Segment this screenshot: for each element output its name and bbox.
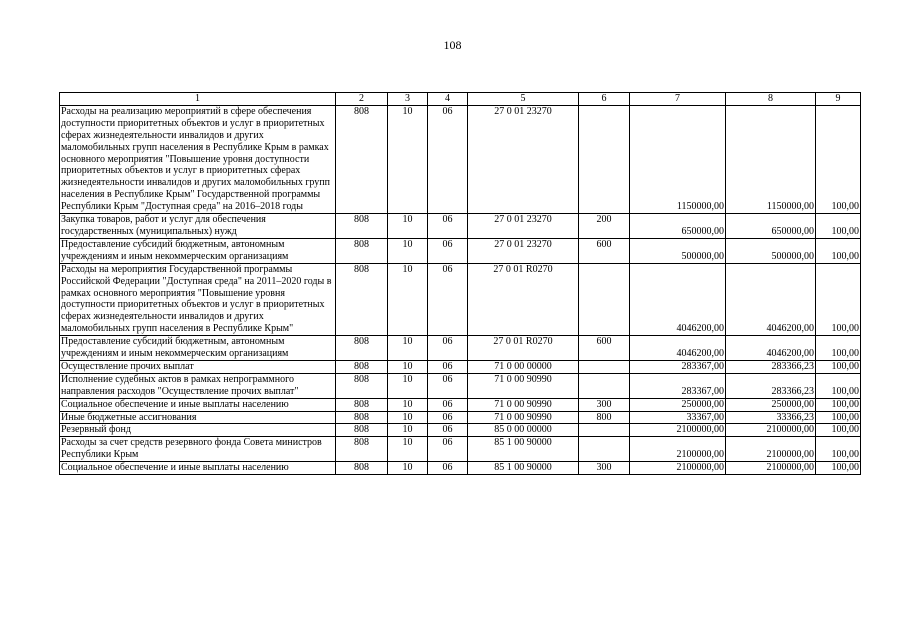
cell-col-6 — [579, 373, 630, 398]
cell-col-5: 27 0 01 R0270 — [468, 263, 579, 335]
cell-description: Социальное обеспечение и иные выплаты населению — [60, 462, 336, 475]
cell-col-3: 10 — [388, 336, 428, 361]
cell-col-2: 808 — [336, 238, 388, 263]
cell-col-6 — [579, 424, 630, 437]
cell-col-6 — [579, 105, 630, 213]
cell-col-8: 500000,00 — [726, 238, 816, 263]
cell-col-4: 06 — [428, 411, 468, 424]
cell-col-7: 283367,00 — [630, 373, 726, 398]
cell-col-6 — [579, 360, 630, 373]
cell-col-4: 06 — [428, 360, 468, 373]
cell-col-5: 27 0 01 23270 — [468, 105, 579, 213]
cell-col-4: 06 — [428, 373, 468, 398]
cell-col-9: 100,00 — [816, 373, 861, 398]
table-row — [60, 336, 861, 361]
cell-col-3: 10 — [388, 214, 428, 239]
cell-description: Расходы на мероприятия Государственной программы Российской Федерации "Доступная среда" на 2011–2020 годы в рамках основного мероприятия "Повышение уровня доступности приоритетных объектов и услуг в приоритетных сферах жизнедеятельности инвалидов и других маломобильных групп населения в Республике Крым" — [60, 263, 336, 335]
cell-col-4: 06 — [428, 398, 468, 411]
cell-col-9: 100,00 — [816, 336, 861, 361]
cell-col-3: 10 — [388, 360, 428, 373]
cell-col-8: 283366,23 — [726, 360, 816, 373]
cell-col-2: 808 — [336, 437, 388, 462]
cell-col-3: 10 — [388, 373, 428, 398]
column-header: 4 — [428, 93, 468, 106]
cell-col-7: 2100000,00 — [630, 424, 726, 437]
page-number: 108 — [443, 38, 462, 52]
column-header: 5 — [468, 93, 579, 106]
cell-description: Расходы на реализацию мероприятий в сфере обеспечения доступности приоритетных объектов и услуг в приоритетных сферах жизнедеятельности инвалидов и других маломобильных групп населения в Республике Крым в рамках основного мероприятия "Повышение уровня доступности приоритетных объектов и услуг в приоритетных сферах жизнедеятельности инвалидов и других маломобильных групп населения в Республике Крым" Государственной программы Республики Крым "Доступная среда" на 2016–2018 годы — [60, 105, 336, 213]
cell-col-5: 71 0 00 90990 — [468, 411, 579, 424]
budget-table — [59, 92, 861, 475]
cell-col-4: 06 — [428, 462, 468, 475]
column-number-row — [60, 93, 861, 106]
cell-description: Исполнение судебных актов в рамках непрограммного направления расходов "Осуществление прочих выплат" — [60, 373, 336, 398]
cell-col-9: 100,00 — [816, 263, 861, 335]
cell-col-5: 27 0 01 R0270 — [468, 336, 579, 361]
table-row — [60, 437, 861, 462]
cell-col-2: 808 — [336, 398, 388, 411]
cell-col-3: 10 — [388, 238, 428, 263]
cell-col-5: 71 0 00 90990 — [468, 373, 579, 398]
cell-col-5: 27 0 01 23270 — [468, 238, 579, 263]
cell-col-9: 100,00 — [816, 105, 861, 213]
table-row — [60, 105, 861, 213]
cell-col-8: 283366,23 — [726, 373, 816, 398]
column-header: 6 — [579, 93, 630, 106]
cell-col-4: 06 — [428, 424, 468, 437]
cell-col-9: 100,00 — [816, 360, 861, 373]
cell-col-6: 200 — [579, 214, 630, 239]
cell-description: Закупка товаров, работ и услуг для обеспечения государственных (муниципальных) нужд — [60, 214, 336, 239]
cell-col-6 — [579, 263, 630, 335]
cell-col-6: 800 — [579, 411, 630, 424]
cell-col-2: 808 — [336, 214, 388, 239]
cell-col-8: 650000,00 — [726, 214, 816, 239]
cell-col-9: 100,00 — [816, 238, 861, 263]
cell-col-3: 10 — [388, 462, 428, 475]
cell-col-4: 06 — [428, 263, 468, 335]
table-row — [60, 373, 861, 398]
cell-col-2: 808 — [336, 424, 388, 437]
cell-col-5: 85 1 00 90000 — [468, 437, 579, 462]
column-header: 9 — [816, 93, 861, 106]
table-row — [60, 398, 861, 411]
cell-col-8: 2100000,00 — [726, 437, 816, 462]
column-header: 7 — [630, 93, 726, 106]
table-row — [60, 238, 861, 263]
cell-col-7: 4046200,00 — [630, 263, 726, 335]
cell-col-5: 71 0 00 00000 — [468, 360, 579, 373]
cell-col-7: 250000,00 — [630, 398, 726, 411]
cell-col-2: 808 — [336, 336, 388, 361]
cell-col-2: 808 — [336, 411, 388, 424]
cell-col-2: 808 — [336, 360, 388, 373]
column-header: 1 — [60, 93, 336, 106]
cell-col-5: 71 0 00 90990 — [468, 398, 579, 411]
cell-col-8: 33366,23 — [726, 411, 816, 424]
cell-col-4: 06 — [428, 105, 468, 213]
cell-description: Резервный фонд — [60, 424, 336, 437]
cell-col-8: 2100000,00 — [726, 424, 816, 437]
cell-col-2: 808 — [336, 105, 388, 213]
table-row — [60, 462, 861, 475]
cell-col-6: 600 — [579, 238, 630, 263]
table-row — [60, 214, 861, 239]
cell-col-8: 4046200,00 — [726, 263, 816, 335]
table-row — [60, 424, 861, 437]
cell-col-2: 808 — [336, 462, 388, 475]
cell-col-8: 4046200,00 — [726, 336, 816, 361]
cell-col-8: 250000,00 — [726, 398, 816, 411]
cell-col-5: 85 1 00 90000 — [468, 462, 579, 475]
table-row — [60, 263, 861, 335]
cell-col-6: 300 — [579, 462, 630, 475]
cell-col-2: 808 — [336, 263, 388, 335]
cell-col-7: 33367,00 — [630, 411, 726, 424]
cell-description: Иные бюджетные ассигнования — [60, 411, 336, 424]
table-row — [60, 360, 861, 373]
cell-col-9: 100,00 — [816, 462, 861, 475]
cell-col-4: 06 — [428, 336, 468, 361]
cell-description: Предоставление субсидий бюджетным, автономным учреждениям и иным некоммерческим организациям — [60, 336, 336, 361]
cell-description: Осуществление прочих выплат — [60, 360, 336, 373]
cell-col-9: 100,00 — [816, 398, 861, 411]
cell-col-6: 300 — [579, 398, 630, 411]
cell-col-3: 10 — [388, 263, 428, 335]
cell-col-3: 10 — [388, 411, 428, 424]
cell-col-9: 100,00 — [816, 424, 861, 437]
cell-col-4: 06 — [428, 214, 468, 239]
cell-col-6: 600 — [579, 336, 630, 361]
cell-col-5: 85 0 00 00000 — [468, 424, 579, 437]
cell-col-3: 10 — [388, 105, 428, 213]
cell-description: Предоставление субсидий бюджетным, автономным учреждениям и иным некоммерческим организациям — [60, 238, 336, 263]
cell-col-8: 1150000,00 — [726, 105, 816, 213]
cell-col-9: 100,00 — [816, 214, 861, 239]
column-header: 3 — [388, 93, 428, 106]
cell-col-7: 500000,00 — [630, 238, 726, 263]
cell-description: Социальное обеспечение и иные выплаты населению — [60, 398, 336, 411]
column-header: 2 — [336, 93, 388, 106]
cell-col-4: 06 — [428, 238, 468, 263]
cell-description: Расходы за счет средств резервного фонда Совета министров Республики Крым — [60, 437, 336, 462]
cell-col-3: 10 — [388, 398, 428, 411]
cell-col-4: 06 — [428, 437, 468, 462]
cell-col-6 — [579, 437, 630, 462]
cell-col-9: 100,00 — [816, 437, 861, 462]
cell-col-7: 4046200,00 — [630, 336, 726, 361]
cell-col-7: 2100000,00 — [630, 462, 726, 475]
table-row — [60, 411, 861, 424]
cell-col-9: 100,00 — [816, 411, 861, 424]
cell-col-7: 2100000,00 — [630, 437, 726, 462]
cell-col-7: 650000,00 — [630, 214, 726, 239]
cell-col-2: 808 — [336, 373, 388, 398]
cell-col-7: 283367,00 — [630, 360, 726, 373]
cell-col-3: 10 — [388, 437, 428, 462]
cell-col-7: 1150000,00 — [630, 105, 726, 213]
cell-col-3: 10 — [388, 424, 428, 437]
cell-col-5: 27 0 01 23270 — [468, 214, 579, 239]
cell-col-8: 2100000,00 — [726, 462, 816, 475]
column-header: 8 — [726, 93, 816, 106]
